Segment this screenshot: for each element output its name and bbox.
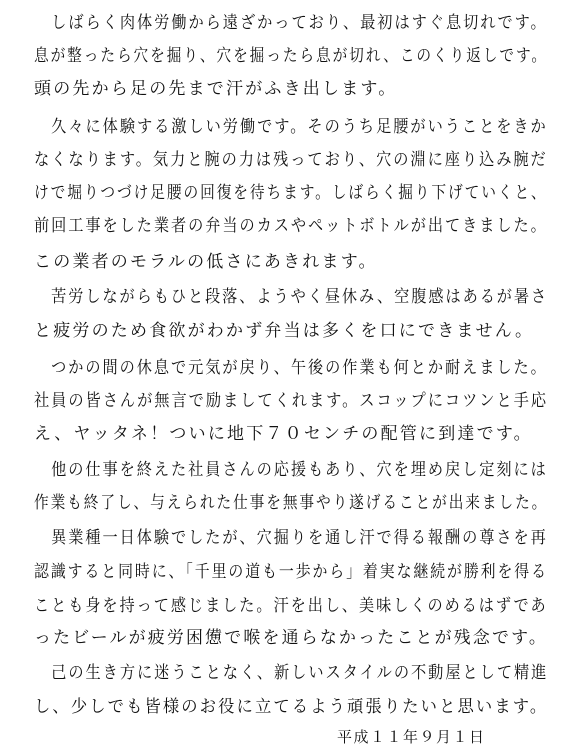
text-line: この業者のモラルの低さにあきれます。 (34, 252, 378, 272)
text-line: し、少しでも皆様のお役に立てるよう頑張りたいと思います。 (34, 697, 549, 717)
text-line: 異業種一日体験でしたが、穴掘りを通し汗で得る報酬の尊さを再 (34, 528, 548, 548)
text-line: 他の仕事を終えた社員さんの応援もあり、穴を埋め戻し定刻には (34, 460, 548, 480)
text-line: ったビールが疲労困憊で喉を通らなかったことが残念です。 (34, 628, 548, 648)
text-line: しばらく肉体労働から遠ざかっており、最初はすぐ息切れです。 (34, 13, 548, 33)
text-line: なくなります。気力と腕の力は残っており、穴の淵に座り込み腕だ (34, 150, 548, 170)
text-line: 苦労しながらもひと段落、ようやく昼休み、空腹感はあるが暑さ (34, 287, 549, 307)
text-line: 社員の皆さんが無言で励ましてくれます。スコップにコツンと手応 (34, 391, 549, 411)
text-line: 頭の先から足の先まで汗がふき出します。 (34, 79, 398, 99)
text-line: 作業も終了し、与えられた仕事を無事やり遂げることが出来ました。 (34, 493, 549, 513)
text-line: 息が整ったら穴を掘り、穴を掘ったら息が切れ、このくり返しです。 (34, 46, 548, 66)
text-line: 前回工事をした業者の弁当のカスやペットボトルが出てきました。 (34, 216, 548, 236)
document-date: 平成１１年９月１日 (337, 728, 486, 746)
text-line: けで堀りつづけ足腰の回復を待ちます。しばらく掘り下げていくと、 (34, 183, 548, 203)
text-line: と疲労のため食欲がわかず弁当は多くを口にできません。 (34, 321, 535, 341)
text-line: え、ヤッタネ！ついに地下７０センチの配管に到達です。 (34, 424, 533, 444)
text-line: ことも身を持って感じました。汗を出し、美味しくのめるはずであ (34, 596, 548, 616)
text-line: 己の生き方に迷うことなく、新しいスタイルの不動屋として精進 (34, 663, 549, 683)
text-line: 認識すると同時に、「千里の道も一歩から」着実な継続が勝利を得る (34, 562, 548, 582)
text-line: 久々に体験する激しい労働です。そのうち足腰がいうことをきか (34, 117, 548, 137)
text-line: つかの間の休息で元気が戻り、午後の作業も何とか耐えました。 (34, 358, 548, 378)
